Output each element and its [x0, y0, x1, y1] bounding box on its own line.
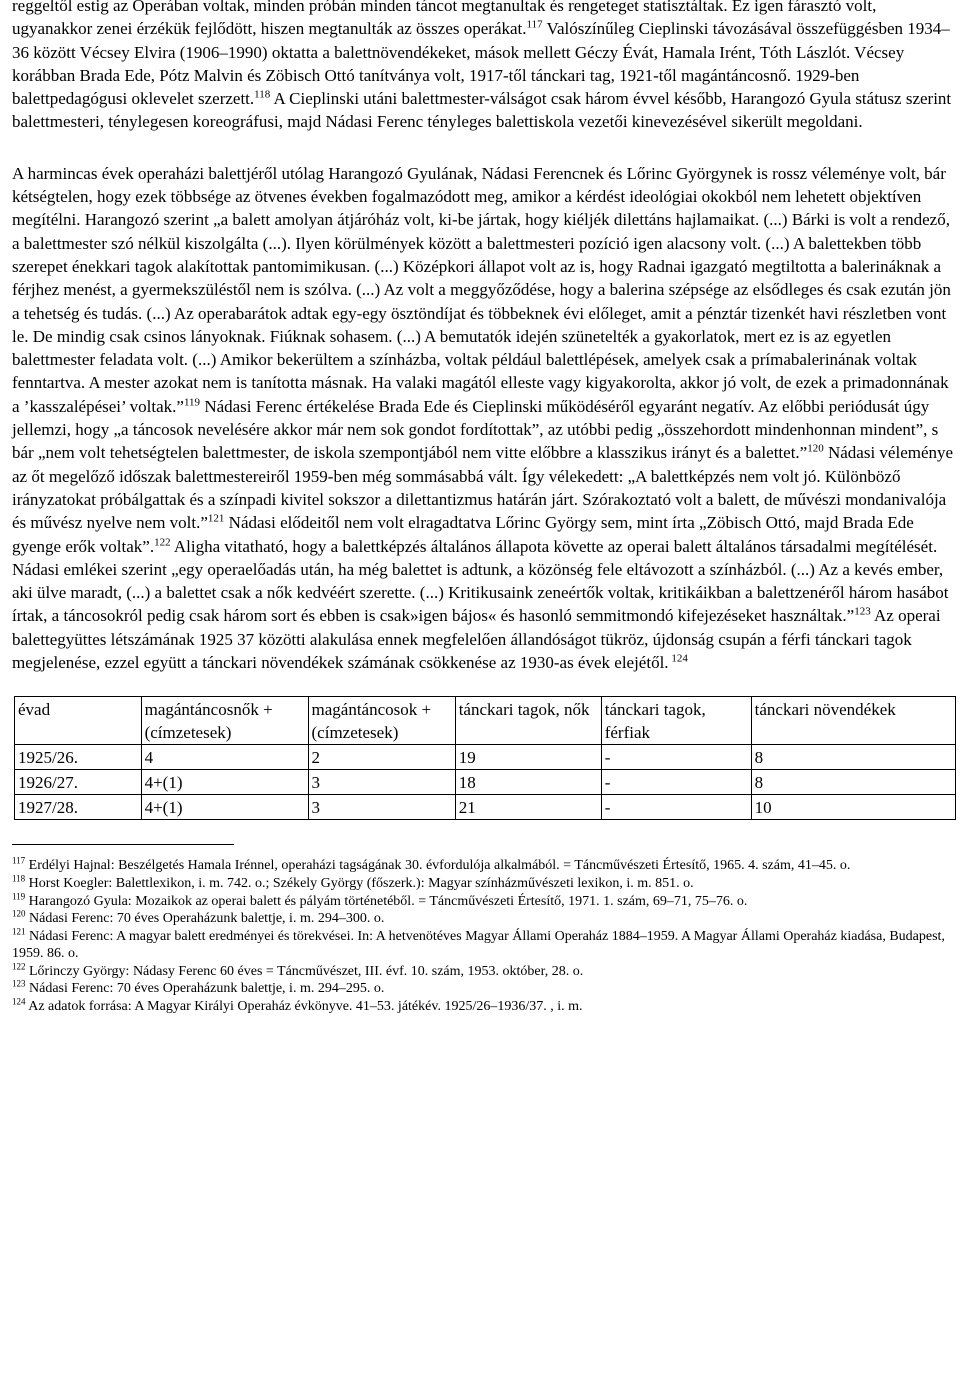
table-cell: 3 — [308, 795, 455, 820]
text-run: Nádasi Ferenc értékelése Brada Ede és Cieplinski működéséről egyaránt negatív. Az előbbi periódusát úgy jellemzi, hogy „a táncosok nevelésére akkor már nem sok gondot fordítottak”, az utóbbi pedig „összehordott mindenhonnan mindent”, s bár „nem volt tehetségtelen balettmester, de iskola szempontjából nem vitte előbbre a klasszikus irányt és a balettet.” — [12, 396, 939, 463]
table-cell: 2 — [308, 745, 455, 770]
footnote — [12, 890, 956, 911]
table-cell: 1925/26. — [15, 745, 142, 770]
footnote-reference: 124 — [668, 652, 688, 665]
footnote-number: 121 — [12, 926, 26, 937]
footnote-reference: 123 — [854, 605, 871, 618]
footnote-number: 119 — [12, 890, 26, 901]
table-cell: 3 — [308, 770, 455, 795]
table-row — [15, 770, 956, 795]
footnote-separator — [12, 844, 234, 845]
text-run: A Cieplinski utáni balettmester-válságot csak három évvel később, Harangozó Gyula státusz szerint balettmesteri, ténylegesen koreográfusi, majd Nádasi Ferenc tényleges balettiskola vezetői kinevezésével sikerült megoldani. — [12, 89, 952, 132]
footnotes — [12, 857, 956, 1015]
body-paragraph — [12, 162, 956, 675]
table-header-cell: tánckari tagok, férfiak — [601, 697, 751, 745]
footnote-text: Harangozó Gyula: Mozaikok az operai balett és pályám történetéből. = Táncművészeti Értesítő, 1971. 1. szám, 69–71, 75–76. o. — [25, 893, 748, 909]
footnote — [12, 857, 956, 875]
table-cell: - — [601, 745, 751, 770]
table-header-cell: tánckari tagok, nők — [455, 697, 601, 745]
table-cell: 4 — [141, 745, 308, 770]
text-run: reggeltől estig az Operában voltak, minden próbán minden táncot megtanultak és rengeteget statisztáltak. Ez igen fárasztó volt, ugyanakkor zenei érzékük fejlődött, hiszen megtanulták az összes operákat. — [12, 0, 877, 39]
footnote-number: 124 — [12, 996, 26, 1007]
table-cell: 1927/28. — [15, 795, 142, 820]
footnote-text: Lőrinczy György: Nádasy Ferenc 60 éves = Táncművészet, III. évf. 10. szám, 1953. október, 28. o. — [25, 963, 584, 979]
table-cell: 18 — [455, 770, 601, 795]
footnote-text: Nádasi Ferenc: 70 éves Operaházunk balettje, i. m. 294–295. o. — [25, 981, 385, 997]
table-row — [15, 795, 956, 820]
table-header-cell: magántáncosnők + (címzetesek) — [141, 697, 308, 745]
footnote-reference: 121 — [207, 512, 225, 525]
table-header-row — [15, 697, 956, 745]
text-run: A harmincas évek operaházi balettjéről utólag Harangozó Gyulának, Nádasi Ferencnek és Lőrinc Györgynek is rossz véleménye volt, bár kétségtelen, hogy ezek többsége az ötvenes években fogalmazódott meg, amikor a kérdést ideológiai okokból nem lehetett objektíven megítélni. Harangozó szerint „a balett amolyan átjáróház volt, ki-be jártak, hogy kiéljék dilettáns hajlamaikat. (...) Bárki is volt a rendező, a balettmester szó nélkül kiszolgálta (...). Ilyen körülmények között a balettmesteri pozíció igen alacsony volt. (...) A balettekben több szerepet énekkari tagok alakítottak pantomimikusan. (...) Középkori állapot volt az is, hogy Radnai igazgató megtiltotta a balerináknak a férjhez menést, a gyermekszüléstől nem is szólva. (...) Az volt a meggyőződése, hogy a balerina szépsége az elsődleges és csak ezután jön a tehetség és tudás. (...) Az operabarátok adtak egy-egy ösztöndíjat és többeknek évi előleget, amit a pénztár tizenkét havi részletben vont le. De mindig csak csinos lányoknak. Fiúknak sohasem. (...) A bemutatók idején szünetelték a gyakorlatok, mert ez is az egyetlen balettmester feladata volt. (...) Amikor bekerültem a színházba, voltak például balettlépések, amelyek csak a prímabalerinának voltak fenntartva. A mester azokat nem is tanította másnak. Ha valaki magától elleste vagy kigyakorolta, akkor jó volt, de ezek a primadonnának a ’kasszalépései’ voltak.” — [12, 163, 951, 416]
table-cell: 10 — [751, 795, 955, 820]
footnote — [12, 980, 956, 998]
table-cell: 1926/27. — [15, 770, 142, 795]
footnote — [12, 998, 956, 1016]
footnote-number: 122 — [12, 961, 26, 972]
text-run: Aligha vitatható, hogy a balettképzés általános állapota követte az operai balett általános társadalmi megítélését. Nádasi emlékei szerint „egy operaelőadás után, ha még balettet is adtunk, a közönség fele eltávozott a színházból. (...) Az a kevés ember, aki ülve maradt, (...) a balettet csak a nők kedvéért szerette. (...) Kritikusaink zeneértők voltak, kritikáikban a balettzenéről három hasábot írtak, a táncosokról pedig csak három sort és ebben is csak»igen bájos« és hasonló semmitmondó kifejezéseket használtak.” — [12, 536, 949, 626]
footnote-reference: 120 — [807, 442, 824, 455]
table-header-cell: tánckari növendékek — [751, 697, 955, 745]
footnote-text: Horst Koegler: Balettlexikon, i. m. 742. o.; Székely György (főszerk.): Magyar színházművészeti lexikon, i. m. 851. o. — [25, 875, 694, 891]
paragraph-spacer — [12, 134, 956, 162]
footnote-reference: 119 — [183, 396, 201, 409]
footnote-reference: 118 — [254, 88, 271, 101]
footnote — [12, 875, 956, 893]
footnote-number: 118 — [12, 873, 26, 884]
document-page — [12, 0, 956, 1016]
table-cell: 8 — [751, 770, 955, 795]
table-cell: 19 — [455, 745, 601, 770]
body-paragraph — [12, 0, 956, 134]
table-cell: - — [601, 770, 751, 795]
footnote-text: Erdélyi Hajnal: Beszélgetés Hamala Irénnel, operaházi tagságának 30. évfordulója alkalmából. = Táncművészeti Értesítő, 1965. 4. szám, 41–45. o. — [25, 858, 851, 874]
text-run: Nádasi véleménye az őt megelőző időszak balettmestereiről 1959-ben még sommásabbá vált. Így vélekedett: „A balettképzés nem volt jó. Különböző irányzatokat próbálgattak és a színpadi kivitel sokszor a dilettantizmus határán járt. Szórakoztató volt a balett, de művészi mondanivalója és művész nyelve nem volt.” — [12, 443, 954, 533]
footnote — [12, 928, 956, 963]
footnote-reference: 117 — [526, 18, 543, 31]
footnote-reference: 122 — [154, 535, 171, 548]
ballet-staff-table — [14, 696, 956, 820]
table-cell: 4+(1) — [141, 795, 308, 820]
text-run: Valószínűleg Cieplinski távozásával összefüggésben 1934–36 között Vécsey Elvira (1906–1990) oktatta a balettnövendékeket, mások mellett Géczy Évát, Hamala Irént, Tóth Lászlót. Vécsey korábban Brada Ede, Pótz Malvin és Zöbisch Ottó tanítványa volt, 1917-től tánckari tag, 1921-től magántáncosnő. 1929-ben balettpedagógusi oklevelet szerzett. — [12, 19, 950, 109]
table-header-cell: magántáncosok + (címzetesek) — [308, 697, 455, 745]
footnote-text: Nádasi Ferenc: 70 éves Operaházunk balettje, i. m. 294–300. o. — [25, 911, 385, 927]
table-cell: 8 — [751, 745, 955, 770]
body-text — [12, 0, 956, 674]
footnote-number: 120 — [12, 908, 26, 919]
footnote-number: 123 — [12, 978, 26, 989]
table-cell: 21 — [455, 795, 601, 820]
table-header-cell: évad — [15, 697, 142, 745]
text-run: Az operai balettegyüttes létszámának 1925 37 közötti alakulása ennek megfelelően állandóságot tükröz, újdonság csupán a férfi tánckari tagok megjelenése, ezzel együtt a tánckari növendékek számának csökkenése az 1930-as évek elejétől. — [12, 606, 941, 673]
footnote-text: Nádasi Ferenc: A magyar balett eredményei és törekvései. In: A hetvenötéves Magyar Állami Operaház 1884–1959. A Magyar Állami Operaház kiadása, Budapest, 1959. 86. o. — [12, 928, 945, 962]
footnote — [12, 910, 956, 928]
footnote-number: 117 — [12, 855, 26, 866]
table-cell: 4+(1) — [141, 770, 308, 795]
footnote-text: Az adatok forrása: A Magyar Királyi Operaház évkönyve. 41–53. játékév. 1925/26–1936/37. , i. m. — [25, 999, 583, 1015]
table-row — [15, 745, 956, 770]
table-cell: - — [601, 795, 751, 820]
footnote — [12, 963, 956, 981]
text-run: Nádasi elődeitől nem volt elragadtatva Lőrinc György sem, mint írta „Zöbisch Ottó, majd Brada Ede gyenge erők voltak”. — [12, 513, 914, 556]
